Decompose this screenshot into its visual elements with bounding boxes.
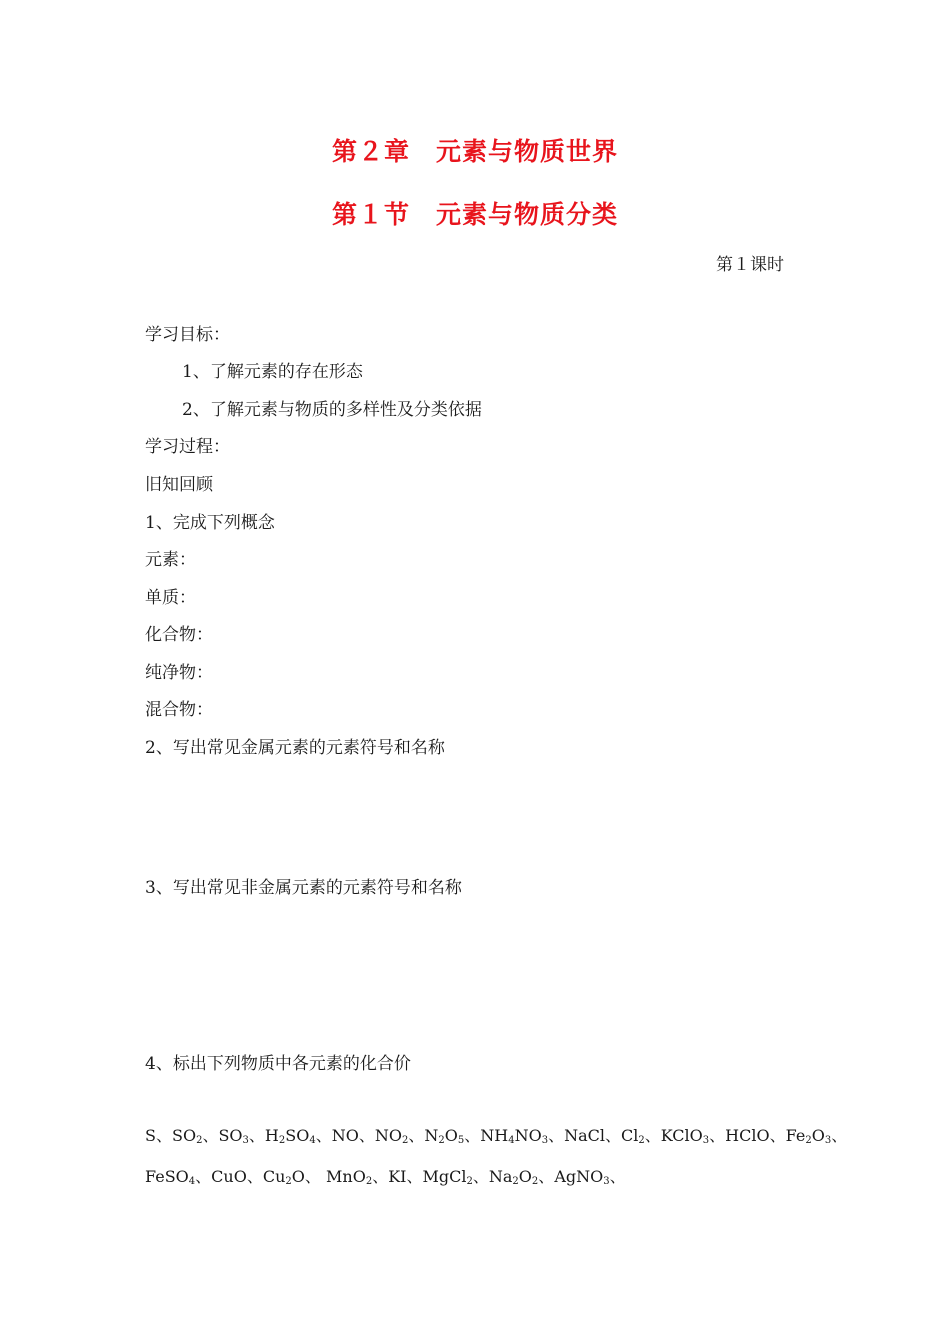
chemical-formula: $Fe_2O_3$ — [785, 1126, 832, 1146]
chapter-title: 第２章 元素与物质世界 — [331, 137, 618, 166]
section-title: 第１节 元素与物质分类 — [331, 200, 618, 229]
formula-list-line-2 — [145, 1164, 626, 1187]
concept-pure-substance: 纯净物： — [145, 663, 213, 683]
chemical-formula: MnO$_2$ — [320, 1167, 373, 1187]
chemical-formula: HClO — [725, 1126, 770, 1145]
separator: 、 — [831, 1126, 848, 1145]
separator: 、 — [315, 1126, 332, 1145]
separator: 、 — [769, 1126, 786, 1145]
chemical-formula: $Cl_2$ — [621, 1126, 645, 1146]
separator: 、 — [372, 1167, 389, 1186]
question-2: 2、写出常见金属元素的元素符号和名称 — [145, 738, 445, 758]
chemical-formula: FeSO$_4$ — [145, 1167, 196, 1187]
question-3: 3、写出常见非金属元素的元素符号和名称 — [145, 878, 462, 898]
chemical-formula: AgNO$_3$ — [554, 1167, 610, 1187]
formula-list-line-1 — [145, 1123, 847, 1146]
separator: 、 — [202, 1126, 219, 1145]
process-heading: 学习过程： — [145, 437, 230, 457]
concept-compound: 化合物： — [145, 625, 213, 645]
separator: 、 — [644, 1126, 661, 1145]
chemical-formula: NO — [331, 1126, 359, 1145]
separator: 、 — [609, 1167, 626, 1186]
separator: 、 — [538, 1167, 555, 1186]
chemical-formula: NaCl — [564, 1126, 606, 1145]
separator: 、 — [464, 1126, 481, 1145]
separator: 、 — [406, 1167, 423, 1186]
separator: 、 — [304, 1167, 321, 1186]
concept-mixture: 混合物： — [145, 700, 213, 720]
question-1: 1、完成下列概念 — [145, 513, 275, 533]
chemical-formula: $H_2SO_4$ — [264, 1126, 316, 1146]
chemical-formula: $SO_2$ — [171, 1126, 203, 1146]
chemical-formula: $Cu_2O$ — [262, 1167, 305, 1187]
separator: 、 — [472, 1167, 489, 1186]
question-4: 4、标出下列物质中各元素的化合价 — [145, 1054, 411, 1074]
separator: 、 — [248, 1126, 265, 1145]
chemical-formula: $N_2O_5$ — [424, 1126, 465, 1146]
separator: 、 — [408, 1126, 425, 1145]
concept-element: 元素： — [145, 550, 196, 570]
concept-simple-substance: 单质： — [145, 588, 196, 608]
objective-item: 1、了解元素的存在形态 — [182, 362, 363, 382]
separator: 、 — [709, 1126, 726, 1145]
separator: 、 — [155, 1126, 172, 1145]
separator: 、 — [195, 1167, 212, 1186]
chemical-formula: MgCl$_2$ — [422, 1167, 473, 1187]
chemical-formula: $NO_2$ — [374, 1126, 409, 1146]
lesson-label: 第１课时 — [716, 255, 784, 275]
separator: 、 — [246, 1167, 263, 1186]
chemical-formula: CuO — [211, 1167, 247, 1186]
chemical-formula: $NH_4NO_3$ — [480, 1126, 549, 1146]
separator: 、 — [605, 1126, 622, 1145]
chemical-formula: $Na_2O_2$ — [488, 1167, 539, 1187]
chemical-formula: KClO$_3$ — [660, 1126, 710, 1146]
objective-item: 2、了解元素与物质的多样性及分类依据 — [182, 400, 482, 420]
chemical-formula: $SO_3$ — [218, 1126, 249, 1146]
review-label: 旧知回顾 — [145, 475, 213, 495]
chemical-formula: KI — [388, 1167, 407, 1186]
separator: 、 — [358, 1126, 375, 1145]
chemical-formula: S — [145, 1126, 156, 1145]
objectives-heading: 学习目标： — [145, 325, 230, 345]
separator: 、 — [548, 1126, 565, 1145]
